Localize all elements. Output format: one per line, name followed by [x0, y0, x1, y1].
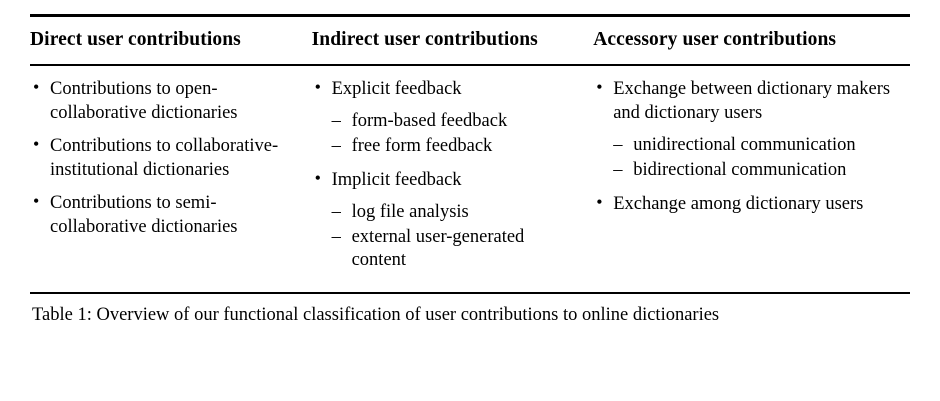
- column-body-indirect: [312, 77, 594, 282]
- bullet-list-indirect: [312, 77, 582, 101]
- bullet-list-direct: [30, 77, 300, 239]
- column-body-direct: [30, 77, 312, 282]
- sub-list-item: – external user-generated content: [332, 226, 582, 274]
- column-header-cell-direct: [30, 28, 312, 53]
- sub-list-exchange: [613, 134, 906, 183]
- list-item: • Contributions to open-collaborative dictionaries: [30, 77, 300, 125]
- list-item: • Exchange among dictionary users: [593, 192, 906, 216]
- sub-list-implicit: [332, 201, 582, 274]
- sub-list-wrap-implicit: [312, 201, 582, 274]
- sub-list-wrap-explicit: [312, 110, 582, 159]
- sub-list-item: – form-based feedback: [332, 110, 582, 134]
- column-header-direct: Direct user contributions: [30, 29, 241, 50]
- bullet-list-indirect-2: [312, 168, 582, 192]
- sub-list-item: – unidirectional communication: [613, 134, 906, 158]
- column-body-accessory: [593, 77, 910, 282]
- sub-list-item: – log file analysis: [332, 201, 582, 225]
- list-item: • Contributions to collaborative-institutional dictionaries: [30, 134, 300, 182]
- sub-list-item: – bidirectional communication: [613, 159, 906, 183]
- table-header-row: [30, 17, 910, 64]
- list-item: • Contributions to semi-collaborative dictionaries: [30, 191, 300, 239]
- sub-list-wrap-exchange: [593, 134, 906, 183]
- list-item: • Implicit feedback: [312, 168, 582, 192]
- table-body-row: [30, 66, 910, 292]
- bullet-list-accessory-2: [593, 192, 906, 216]
- column-header-cell-indirect: [312, 28, 594, 53]
- bullet-list-accessory: [593, 77, 906, 125]
- table-caption: Table 1: Overview of our functional classification of user contributions to online dictionaries: [32, 305, 720, 326]
- column-header-cell-accessory: [593, 28, 910, 53]
- table-container: [30, 0, 910, 327]
- list-item: • Explicit feedback: [312, 77, 582, 101]
- column-header-accessory: Accessory user contributions: [593, 29, 837, 50]
- sub-list-item: – free form feedback: [332, 135, 582, 159]
- sub-list-explicit: [332, 110, 582, 159]
- column-header-indirect: Indirect user contributions: [311, 29, 538, 50]
- list-item: • Exchange between dictionary makers and dictionary users: [593, 77, 906, 125]
